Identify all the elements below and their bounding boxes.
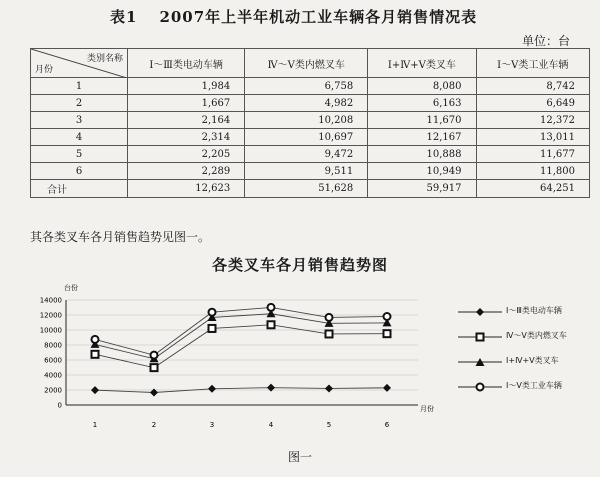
y-tick-label: 0 [57, 401, 62, 410]
x-tick-label: 2 [151, 421, 157, 429]
month-cell: 2 [31, 95, 128, 112]
month-cell: 5 [31, 146, 128, 163]
x-tick-label: 6 [384, 421, 390, 429]
data-point-diamond [208, 385, 216, 393]
series-line [95, 307, 387, 355]
legend-circle-icon [458, 382, 502, 392]
x-axis-label: 月份 [420, 405, 434, 413]
value-cell: 8,742 [476, 78, 589, 95]
total-value-cell: 59,917 [368, 180, 476, 198]
x-tick-label: 1 [92, 421, 98, 429]
data-point-square [151, 364, 158, 371]
legend-diamond-icon [458, 307, 502, 317]
data-point-square [92, 351, 99, 358]
value-cell: 12,372 [476, 112, 589, 129]
table-row [31, 163, 590, 180]
total-value-cell: 12,623 [128, 180, 245, 198]
x-tick-label: 3 [209, 421, 215, 429]
value-cell: 2,205 [128, 146, 245, 163]
corner-category-label: 类别名称 [86, 54, 123, 64]
month-cell: 3 [31, 112, 128, 129]
total-value-cell: 64,251 [476, 180, 589, 198]
y-tick-label: 2000 [44, 386, 62, 395]
value-cell: 9,511 [245, 163, 368, 180]
total-value-cell: 51,628 [245, 180, 368, 198]
figure-caption: 图一 [287, 450, 312, 464]
legend-label: Ⅰ+Ⅳ+Ⅴ类叉车 [506, 356, 559, 365]
series-line [95, 314, 387, 359]
data-point-circle [268, 304, 275, 311]
data-point-square [209, 325, 216, 332]
data-point-circle [209, 309, 216, 316]
month-cell: 4 [31, 129, 128, 146]
data-point-diamond [383, 384, 391, 392]
value-cell: 12,167 [368, 129, 476, 146]
table-number: 表1 [110, 8, 138, 26]
data-point-diamond [91, 386, 99, 394]
value-cell: 10,697 [245, 129, 368, 146]
x-tick-label: 4 [268, 421, 274, 429]
table-total-row [31, 180, 590, 198]
column-header: Ⅰ～Ⅴ类工业车辆 [476, 49, 589, 78]
y-tick-label: 12000 [39, 311, 62, 320]
table-corner-cell [31, 49, 128, 78]
data-point-circle [92, 336, 99, 343]
value-cell: 11,800 [476, 163, 589, 180]
table-row [31, 146, 590, 163]
y-tick-label: 10000 [39, 326, 62, 335]
table-header-row [31, 49, 590, 78]
value-cell: 10,949 [368, 163, 476, 180]
chart-grid [66, 300, 418, 390]
value-cell: 10,888 [368, 146, 476, 163]
table-row [31, 95, 590, 112]
value-cell: 13,011 [476, 129, 589, 146]
y-tick-label: 8000 [44, 341, 62, 350]
y-tick-label: 6000 [44, 356, 62, 365]
data-point-circle [384, 313, 391, 320]
legend-label: Ⅰ～Ⅴ类工业车辆 [506, 381, 562, 390]
value-cell: 4,982 [245, 95, 368, 112]
y-tick-label: 4000 [44, 371, 62, 380]
table-row [31, 129, 590, 146]
series-line [95, 325, 387, 368]
value-cell: 8,080 [368, 78, 476, 95]
data-point-square [268, 321, 275, 328]
table-title-text: 2007年上半年机动工业车辆各月销售情况表 [159, 8, 478, 26]
legend-label: Ⅳ～Ⅴ类内燃叉车 [506, 331, 567, 340]
month-cell: 1 [31, 78, 128, 95]
value-cell: 11,670 [368, 112, 476, 129]
legend-square-icon [458, 332, 502, 342]
table-row [31, 112, 590, 129]
data-point-circle [151, 352, 158, 359]
chart-title: 各类叉车各月销售趋势图 [211, 256, 388, 274]
data-point-square [326, 330, 333, 337]
data-point-diamond [150, 388, 158, 396]
legend-triangle-icon [458, 357, 502, 367]
column-header: Ⅳ～Ⅴ类内燃叉车 [245, 49, 368, 78]
value-cell: 9,472 [245, 146, 368, 163]
value-cell: 6,163 [368, 95, 476, 112]
value-cell: 1,667 [128, 95, 245, 112]
corner-month-label: 月份 [35, 65, 54, 75]
value-cell: 2,314 [128, 129, 245, 146]
intro-paragraph: 其各类叉车各月销售趋势见图一。 [30, 230, 211, 244]
value-cell: 10,208 [245, 112, 368, 129]
y-axis-label: 台份 [64, 284, 78, 292]
value-cell: 11,677 [476, 146, 589, 163]
legend-label: Ⅰ～Ⅲ类电动车辆 [506, 306, 562, 315]
y-tick-label: 14000 [39, 296, 62, 305]
data-point-square [384, 330, 391, 337]
column-header: Ⅰ+Ⅳ+Ⅴ类叉车 [368, 49, 476, 78]
table-row [31, 78, 590, 95]
data-point-diamond [325, 384, 333, 392]
data-point-diamond [267, 384, 275, 392]
value-cell: 2,164 [128, 112, 245, 129]
value-cell: 6,649 [476, 95, 589, 112]
document-title [110, 6, 477, 27]
x-tick-label: 5 [326, 421, 332, 429]
column-header: Ⅰ～Ⅲ类电动车辆 [128, 49, 245, 78]
value-cell: 2,289 [128, 163, 245, 180]
total-label-cell: 合计 [31, 180, 128, 198]
month-cell: 6 [31, 163, 128, 180]
unit-label: 单位：台 [521, 34, 570, 48]
sales-table [30, 48, 590, 198]
data-point-circle [326, 314, 333, 321]
value-cell: 6,758 [245, 78, 368, 95]
value-cell: 1,984 [128, 78, 245, 95]
